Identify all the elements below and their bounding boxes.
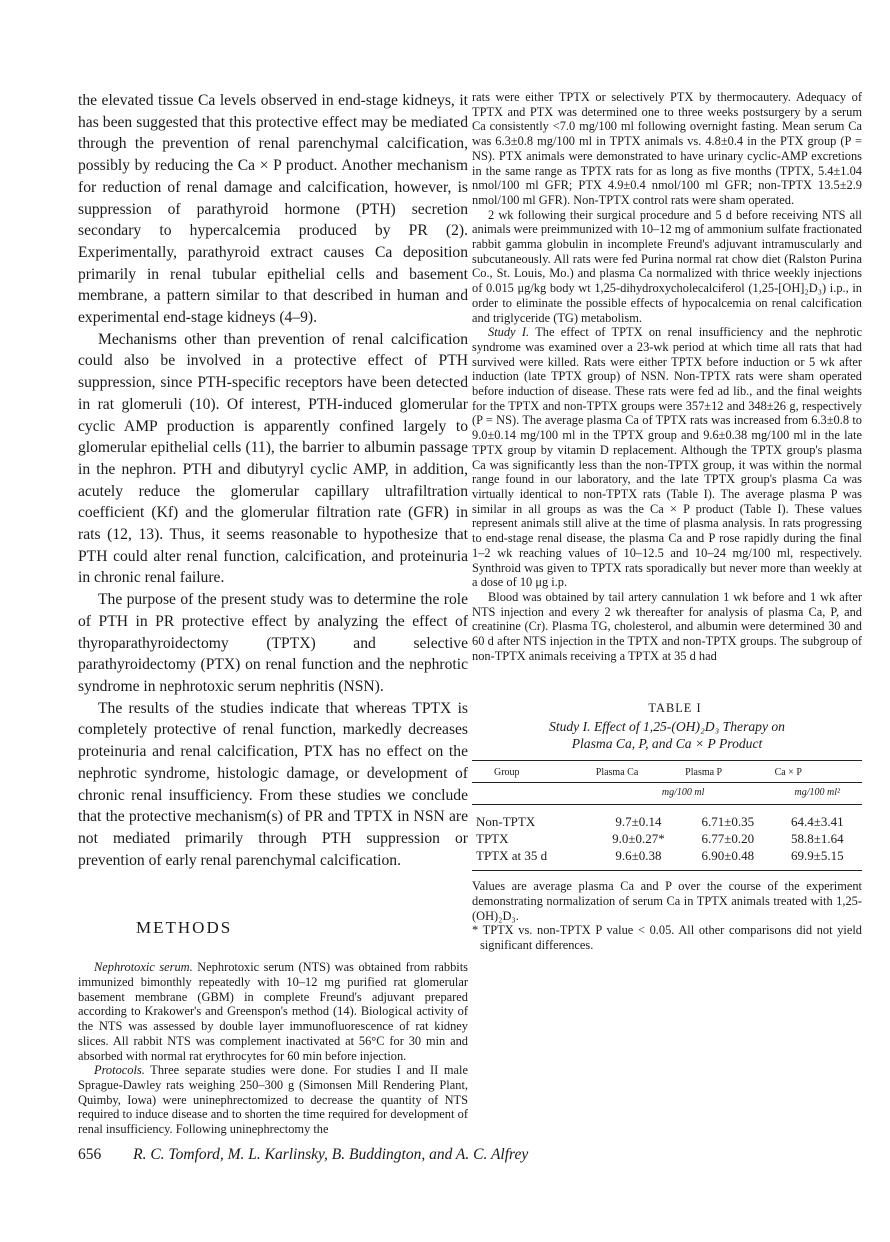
- page-footer: [78, 1146, 858, 1164]
- table-header-cell: Plasma Ca: [594, 761, 683, 783]
- table-note: Values are average plasma Ca and P over the course of the experiment demonstrating normalization of serum Ca in TPTX animals treated with 1,25-(OH)₂D₃.: [472, 879, 862, 923]
- table-units-cell: mg/100 ml²: [773, 783, 862, 805]
- page-number: 656: [78, 1146, 102, 1163]
- table-units-row: [472, 783, 862, 805]
- table-cell: 58.8±1.64: [790, 831, 844, 847]
- intro-paragraph: Mechanisms other than prevention of renal calcification could also be involved in a protective effect of PTH suppression, since PTH-specific receptors have been detected in rat glomeruli (10). Of interest, PTH-induced glomerular cyclic AMP production is apparently confined largely to glomerular epithelial cells (11), the barrier to albumin passage in the nephron. PTH and dibutyryl cyclic AMP, in addition, acutely reduce the glomerular capillary ultrafiltration coefficient (Kf) and the glomerular filtration rate (GFR) in rats (12, 13). Thus, it seems reasonable to hypothesize that PTH could alter renal function, calcification, and proteinuria in chronic renal failure.: [78, 330, 468, 587]
- table-footnote: * TPTX vs. non-TPTX P value < 0.05. All other comparisons did not yield significant differences.: [472, 923, 862, 952]
- table-header-cell: Group: [472, 761, 594, 783]
- body-paragraph: [472, 208, 862, 326]
- table-cell: Non-TPTX: [476, 814, 536, 830]
- intro-section: [78, 90, 468, 871]
- body-paragraph: [472, 90, 862, 208]
- body-paragraph: [472, 325, 862, 590]
- data-table: [472, 760, 862, 871]
- table-row: [472, 805, 862, 831]
- table-caption: [472, 718, 862, 752]
- table-cell: 6.71±0.35: [701, 814, 755, 830]
- table-cell: 69.9±5.15: [773, 847, 862, 871]
- table-cell: 6.90±0.48: [683, 847, 772, 871]
- body-paragraph: [472, 590, 862, 664]
- methods-paragraph: [78, 1063, 468, 1137]
- intro-paragraph: the elevated tissue Ca levels observed in end-stage kidneys, it has been suggested that this protective effect may be mediated through the prevention of renal parenchymal calcification, possibly by reducing the Ca × P product. Another mechanism for reduction of renal damage and calcification, however, is suppression of parathyroid hormone (PTH) secretion secondary to hypercalcemia produced by PR (2). Experimentally, parathyroid extract causes Ca deposition primarily in renal tubular epithelial cells and basement membrane, a pattern similar to that described in human and experimental end-stage kidneys (4–9).: [78, 92, 468, 327]
- methods-heading: METHODS: [136, 918, 233, 938]
- table-cell: 9.0±0.27*: [612, 831, 665, 847]
- table-1: [472, 701, 862, 952]
- methods-section: [78, 960, 468, 1136]
- table-caption-line: Study I. Effect of 1,25-(OH)₂D₃ Therapy on: [549, 719, 785, 735]
- paragraph-text: 2 wk following their surgical procedure and 5 d before receiving NTS all animals were preimmunized with 10–12 mg of ammonium sulfate fractionated rabbit gamma globulin in incomplete Freund's adjuvant intramuscularly and subcutaneously. All rats were fed Purina normal rat chow diet (Ralston Purina Co., St. Louis, Mo.) and plasma Ca normalized with thrice weekly injections of 0.015 μg/kg body wt 1,25-dihydroxycholecalciferol (1,25-[OH]₂D₃) i.p., in order to eliminate the possible effects of hypocalcemia on renal calcification and triglyceride (TG) metabolism.: [472, 207, 862, 325]
- paragraph-text: Blood was obtained by tail artery cannulation 1 wk before and 1 wk after NTS injection and every 2 wk thereafter for analysis of plasma Ca, P, and creatinine (Cr). Plasma TG, cholesterol, and albumin were determined 30 and 60 d after NTS injection in the TPTX and non-TPTX groups. The subgroup of non-TPTX animals receiving a TPTX at 35 d had: [472, 589, 862, 663]
- footer-authors: R. C. Tomford, M. L. Karlinsky, B. Buddington, and A. C. Alfrey: [133, 1146, 529, 1163]
- table-cell: TPTX: [476, 831, 509, 847]
- table-header-cell: Plasma P: [683, 761, 772, 783]
- table-notes: [472, 879, 862, 953]
- table-row: [472, 847, 862, 871]
- intro-paragraph: The purpose of the present study was to determine the role of PTH in PR protective effect by analyzing the effect of thyroparathyroidectomy (TPTX) and selective parathyroidectomy (PTX) on renal function and the nephrotic syndrome in nephrotoxic serum nephritis (NSN).: [78, 591, 468, 695]
- runin-heading: Protocols.: [94, 1063, 145, 1078]
- right-column: [472, 90, 862, 953]
- table-cell: 9.6±0.38: [594, 847, 683, 871]
- intro-paragraph: The results of the studies indicate that whereas TPTX is completely protective of renal function, markedly decreases proteinuria and renal calcification, PTX has no effect on the nephrotic syndrome, histologic damage, or development of chronic renal insufficiency. From these studies we conclude that the protective mechanism(s) of PR and TPTX in NSN are not mediated primarily through PTH suppression or prevention of early renal parenchymal calcification.: [78, 699, 468, 869]
- paragraph-text: Three separate studies were done. For studies I and II male Sprague-Dawley rats weighing 250–300 g (Simonsen Mill Rendering Plant, Quimby, Iowa) were uninephrectomized to decrease the quantity of NTS required to induce disease and to shorten the time required for development of renal insufficiency. Following uninephrectomy the: [78, 1063, 468, 1137]
- table-cell: 64.4±3.41: [790, 814, 844, 830]
- table-cell: 9.7±0.14: [615, 814, 662, 830]
- runin-heading: Nephrotoxic serum.: [94, 960, 193, 975]
- paragraph-text: Nephrotoxic serum (NTS) was obtained from rabbits immunized bimonthly repeatedly with 10–12 mg purified rat glomerular basement membrane (GBM) in complete Freund's adjuvant prepared according to Krakower's and Greenspon's method (14). Biological activity of the NTS was assessed by double layer immunofluorescence of rat kidney slices. All rabbit NTS was complement inactivated at 56°C for 30 min and absorbed with normal rat erythrocytes for 60 min before injection.: [78, 960, 468, 1063]
- paragraph-text: The effect of TPTX on renal insufficiency and the nephrotic syndrome was examined over a 23-wk period at which time all rats that had survived were killed. Rats were either TPTX before induction or 5 wk after induction (late TPTX group) of NSN. Non-TPTX rats were sham operated before induction of disease. These rats were fed ad lib., and the final weights for the TPTX and non-TPTX groups were 357±12 and 348±26 g, respectively (P = NS). The average plasma Ca of TPTX rats was increased from 6.3±0.8 to 9.0±0.14 mg/100 ml in the TPTX group and 9.6±0.38 mg/100 ml in the late TPTX group by vitamin D replacement. Although the TPTX group's plasma Ca was significantly less than the non-TPTX group, it was within the normal range found in our laboratory, and the late TPTX group's plasma Ca was virtually identical to non-TPTX rats (Table I). The average plasma P was similar in all groups as was the Ca × P product (Table I). These values represent animals still alive at the time of plasma analysis. In rats progressing to end-stage renal disease, the plasma Ca and P rose rapidly during the final 1–2 wk reaching values of 10–12.5 and 10–24 mg/100 ml, respectively. Synthroid was given to TPTX rats sporadically but never more than weekly at a dose of 10 μg i.p.: [472, 325, 862, 590]
- runin-heading: Study I.: [488, 325, 530, 340]
- table-label: TABLE I: [648, 701, 702, 716]
- table-cell: TPTX at 35 d: [472, 847, 594, 871]
- methods-paragraph: [78, 960, 468, 1063]
- table-units-cell: [472, 783, 594, 805]
- paragraph-text: rats were either TPTX or selectively PTX by thermocautery. Adequacy of TPTX and PTX was determined one to three weeks postsurgery by a serum Ca consistently <7.0 mg/100 ml following overnight fasting. Mean serum Ca was 6.3±0.8 mg/100 ml in TPTX animals vs. 4.8±0.4 in the PTX group (P = NS). PTX animals were demonstrated to have urinary cyclic-AMP excretions in the same range as TPTX rats for as long as five months (TPTX, 5.4±1.04 nmol/100 ml GFR; PTX 4.9±0.4 nmol/100 ml GFR; non-TPTX 13.5±2.9 nmol/100 ml GFR). Non-TPTX control rats were sham operated.: [472, 90, 862, 207]
- table-units-cell: mg/100 ml: [594, 783, 773, 805]
- table-row: [472, 830, 862, 847]
- table-header-row: [472, 761, 862, 783]
- left-column: [78, 90, 468, 1137]
- table-header-cell: Ca × P: [773, 761, 862, 783]
- table-caption-line: Plasma Ca, P, and Ca × P Product: [571, 736, 763, 752]
- table-cell: 6.77±0.20: [701, 831, 755, 847]
